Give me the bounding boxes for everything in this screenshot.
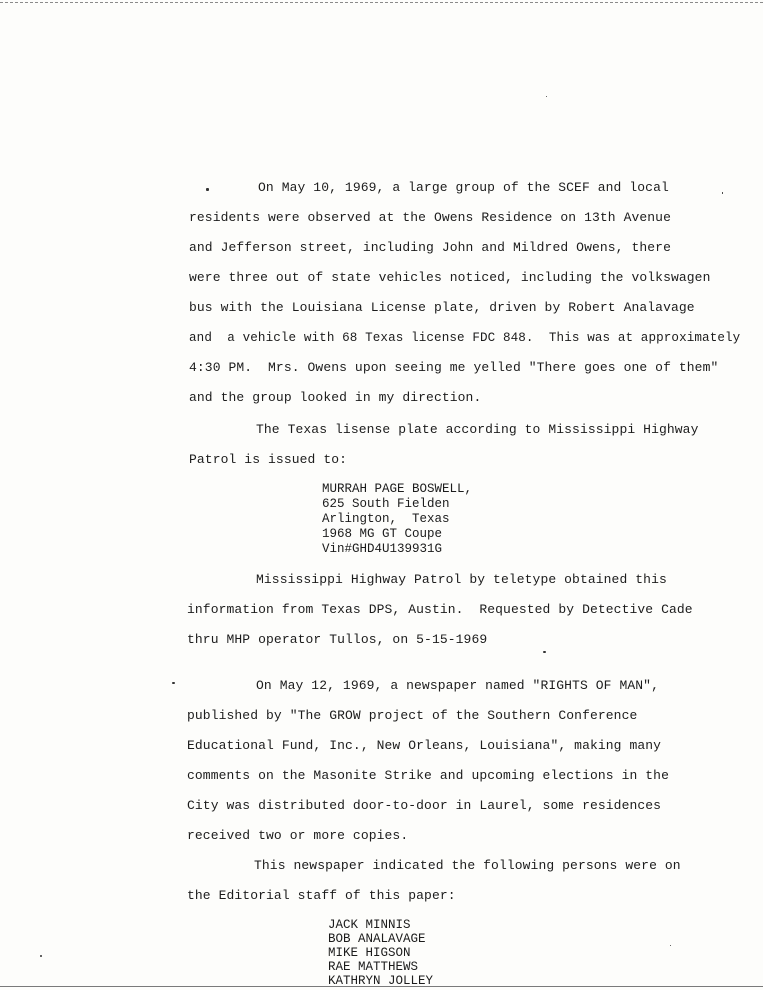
staff-name-4: RAE MATTHEWS xyxy=(328,960,419,974)
staff-name-3: MIKE HIGSON xyxy=(328,946,411,960)
scan-speck xyxy=(543,651,546,653)
p4-line-2: published by "The GROW project of the Southern Conference xyxy=(187,708,638,723)
p4-line-6: received two or more copies. xyxy=(187,828,409,843)
p3-line-3: thru MHP operator Tullos, on 5-15-1969 xyxy=(187,632,488,647)
scan-speck xyxy=(722,192,723,194)
p1-line-3: and Jefferson street, including John and Mildred Owens, there xyxy=(189,240,671,255)
p1-line-4: were three out of state vehicles noticed, including the volkswagen xyxy=(189,270,711,285)
p2-line-2: Patrol is issued to: xyxy=(189,452,348,467)
staff-name-2: BOB ANALAVAGE xyxy=(328,932,426,946)
address-line-2: 625 South Fielden xyxy=(322,497,450,511)
p4-line-3: Educational Fund, Inc., New Orleans, Louisiana", making many xyxy=(187,738,662,753)
p2-line-1: The Texas lisense plate according to Mississippi Highway xyxy=(256,422,699,437)
p1-line-8: and the group looked in my direction. xyxy=(189,390,482,405)
scan-speck xyxy=(40,955,42,957)
scan-speck xyxy=(670,945,671,946)
p5-line-1: This newspaper indicated the following persons were on xyxy=(254,858,681,873)
p1-line-2: residents were observed at the Owens Residence on 13th Avenue xyxy=(189,210,671,225)
staff-name-1: JACK MINNIS xyxy=(328,918,411,932)
p5-line-2: the Editorial staff of this paper: xyxy=(187,888,456,903)
staff-name-5: KATHRYN JOLLEY xyxy=(328,974,434,988)
address-line-4: 1968 MG GT Coupe xyxy=(322,527,443,541)
bottom-edge-border xyxy=(0,986,763,987)
p4-line-4: comments on the Masonite Strike and upcoming elections in the xyxy=(187,768,669,783)
top-edge-border xyxy=(0,2,763,3)
p3-line-2: information from Texas DPS, Austin. Requested by Detective Cade xyxy=(187,602,693,617)
p1-line-7: 4:30 PM. Mrs. Owens upon seeing me yelled "There goes one of them" xyxy=(189,360,719,375)
address-line-5: Vin#GHD4U139931G xyxy=(322,542,443,556)
scan-speck xyxy=(172,682,175,684)
scan-speck xyxy=(206,188,209,191)
address-line-1: MURRAH PAGE BOSWELL, xyxy=(322,482,473,496)
p1-line-1: On May 10, 1969, a large group of the SCEF and local xyxy=(258,180,669,195)
p1-line-5: bus with the Louisiana License plate, driven by Robert Analavage xyxy=(189,300,695,315)
p1-line-6: and a vehicle with 68 Texas license FDC 848. This was at approximately xyxy=(189,331,741,345)
p3-line-1: Mississippi Highway Patrol by teletype obtained this xyxy=(256,572,667,587)
p4-line-1: On May 12, 1969, a newspaper named "RIGHTS OF MAN", xyxy=(256,678,659,693)
p4-line-5: City was distributed door-to-door in Laurel, some residences xyxy=(187,798,662,813)
address-line-3: Arlington, Texas xyxy=(322,512,450,526)
scan-speck xyxy=(546,96,547,97)
